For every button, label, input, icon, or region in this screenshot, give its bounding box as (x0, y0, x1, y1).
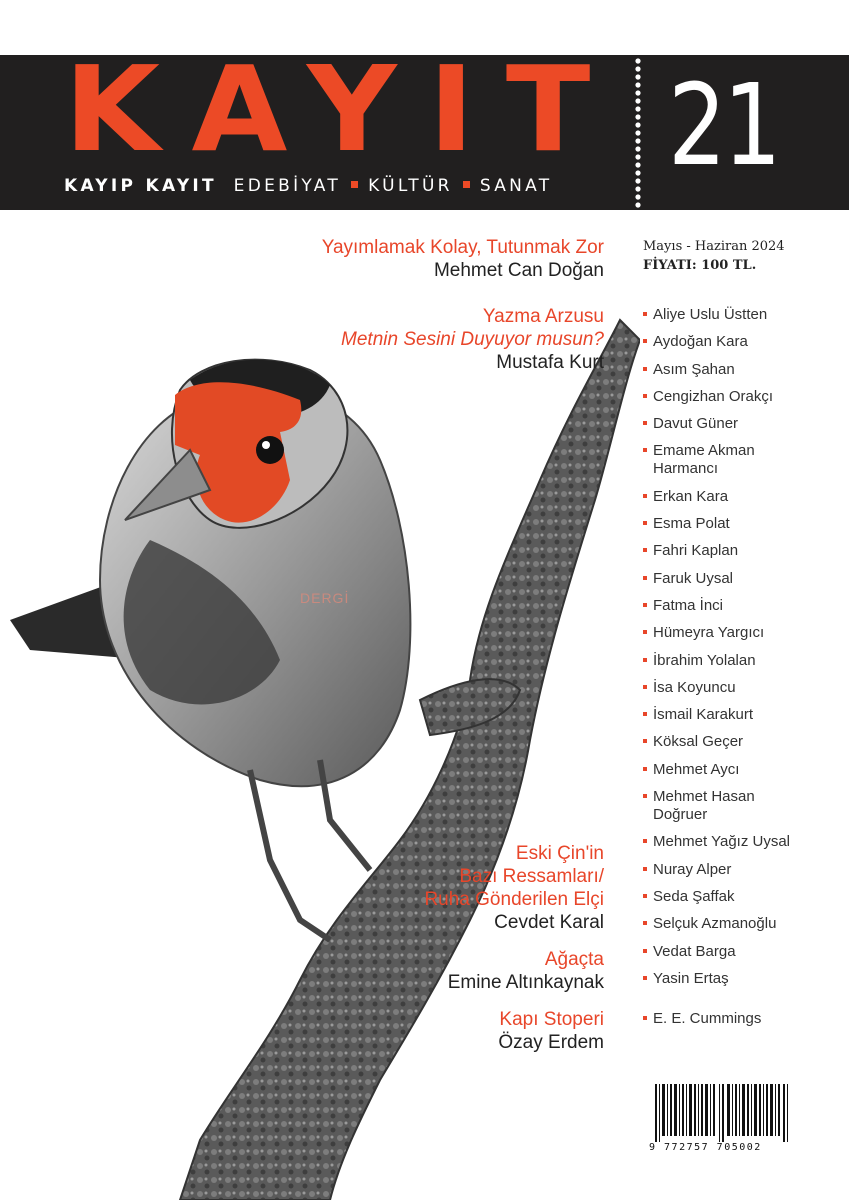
contributor-name: Seda Şaffak (643, 888, 843, 906)
article-title-line: Ruha Gönderilen Elçi (424, 889, 604, 910)
translated-author (643, 1010, 761, 1028)
contributor-name: Faruk Uysal (643, 570, 843, 588)
contributors-list (643, 306, 843, 997)
issue-date: Mayıs - Haziran 2024 (643, 239, 785, 254)
article-title: Yayımlamak Kolay, Tutunmak Zor (321, 237, 604, 258)
article-title (304, 1008, 604, 1031)
contributor-name: Mehmet Aycı (643, 761, 843, 779)
separator-dot (463, 181, 470, 188)
barcode-digits: 9 772757 705002 (649, 1142, 762, 1153)
article-title-line: Eski Çin'in (515, 843, 604, 864)
contributor-name: Köksal Geçer (643, 733, 843, 751)
featured-articles-bottom (304, 842, 604, 1068)
contributor-name: İsa Koyuncu (643, 679, 843, 697)
article-subtitle: Metnin Sesini Duyuyor musun? (341, 329, 604, 350)
contributor-name: Esma Polat (643, 515, 843, 533)
article-author: Mehmet Can Doğan (433, 260, 604, 281)
separator-dot (351, 181, 358, 188)
article-item (304, 1008, 604, 1055)
contributor-name: Mehmet Yağız Uysal (643, 833, 843, 851)
article-author: Mustafa Kurt (496, 352, 604, 373)
featured-articles-top (184, 236, 604, 389)
article-author: Emine Altınkaynak (447, 972, 604, 993)
tagline-sanat: SANAT (479, 176, 553, 196)
contributor-name: Erkan Kara (643, 488, 843, 506)
article-title-line: Kapı Stoperi (499, 1009, 604, 1030)
watermark (300, 588, 349, 607)
tagline-kultur: KÜLTÜR (368, 176, 453, 196)
article-title (304, 948, 604, 971)
contributor-name: Aliye Uslu Üstten (643, 306, 843, 324)
issue-number-text: 21 (668, 61, 779, 191)
magazine-logo: KAYIT (64, 40, 622, 178)
issue-price: FİYATI: 100 TL. (643, 258, 757, 273)
article-author: Cevdet Karal (494, 912, 604, 933)
contributor-name: Vedat Barga (643, 943, 843, 961)
article-title (304, 842, 604, 911)
issue-info (643, 237, 785, 275)
article-item (304, 948, 604, 995)
contributor-name: Mehmet Hasan Doğruer (643, 788, 793, 824)
contributor-name: Cengizhan Orakçı (643, 388, 843, 406)
contributor-name: Yasin Ertaş (643, 970, 843, 988)
contributor-name: İsmail Karakurt (643, 706, 843, 724)
issue-number (668, 61, 779, 191)
article-item (184, 305, 604, 375)
contributor-name: Asım Şahan (643, 361, 843, 379)
contributor-name: Emame Akman Harmancı (643, 442, 773, 478)
magazine-tagline (64, 176, 552, 196)
contributor-name: Fahri Kaplan (643, 542, 843, 560)
article-author: Özay Erdem (498, 1032, 604, 1053)
contributor-name: Nuray Alper (643, 861, 843, 879)
article-item (184, 236, 604, 283)
article-title-line: Ağaçta (544, 949, 604, 970)
tagline-edebiyat: EDEBİYAT (233, 176, 342, 196)
article-item (304, 842, 604, 935)
tagline-brand: KAYIP KAYIT (64, 176, 217, 196)
contributor-name: Hümeyra Yargıcı (643, 624, 843, 642)
contributor-name: Fatma İnci (643, 597, 843, 615)
contributor-name: Davut Güner (643, 415, 843, 433)
contributor-name: Aydoğan Kara (643, 333, 843, 351)
contributor-name: Selçuk Azmanoğlu (643, 915, 843, 933)
article-title-line: Bazı Ressamları/ (459, 866, 604, 887)
translated-author-name: E. E. Cummings (643, 1010, 761, 1028)
article-title: Yazma Arzusu (482, 306, 604, 327)
watermark-text: DERGİ (300, 590, 350, 606)
contributor-name: İbrahim Yolalan (643, 652, 843, 670)
